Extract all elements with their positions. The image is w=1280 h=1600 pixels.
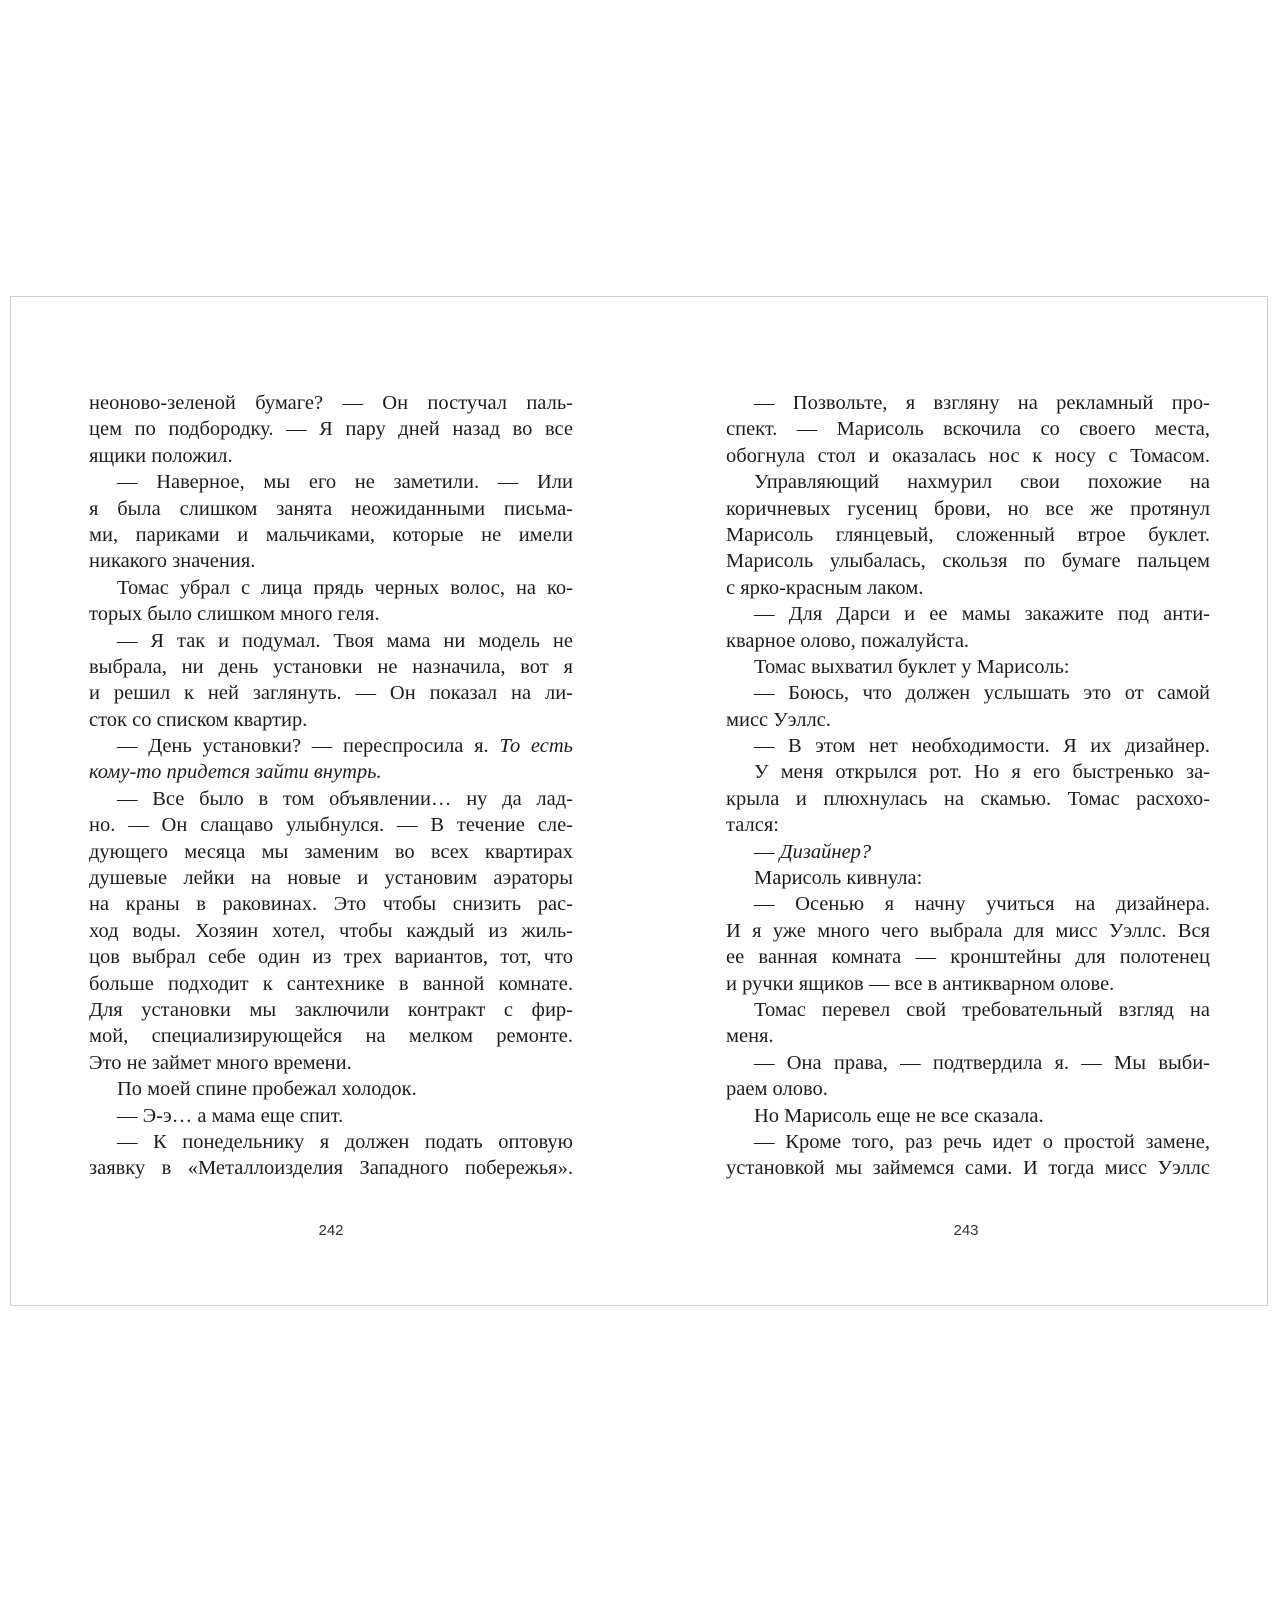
text-line: [89, 918, 573, 944]
left-page-number: 242: [318, 1222, 344, 1239]
text-run: сток со списком квартир.: [89, 708, 308, 731]
text-line: [726, 1103, 1210, 1129]
text-line: [89, 1050, 573, 1076]
text-run: — Позвольте, я взгляну на рекламный про-: [754, 392, 1210, 414]
text-run: ми, париками и мальчиками, которые не имели: [89, 523, 573, 546]
text-line: [726, 575, 1210, 601]
text-run: дующего месяца мы заменим во всех квартирах: [89, 840, 573, 863]
text-run: я была слишком занята неожиданными письма-: [89, 497, 573, 520]
text-run: ее ванная комната — кронштейны для полотенец: [726, 946, 1210, 969]
text-line: [89, 839, 573, 865]
text-line: [726, 443, 1210, 469]
text-line: [89, 654, 573, 680]
text-line: [726, 601, 1210, 627]
text-run: крыла и плюхнулась на скамью. Томас расхохо-: [726, 787, 1210, 810]
text-run: но. — Он слащаво улыбнулся. — В течение сле-: [89, 814, 573, 837]
text-run: — Она права, — подтвердила я. — Мы выби-: [754, 1051, 1210, 1074]
text-run: У меня открылся рот. Но я его быстренько за-: [754, 761, 1210, 784]
text-run: тался:: [726, 814, 779, 837]
text-line: [726, 733, 1210, 759]
text-line: [89, 522, 573, 548]
text-run: ящики положил.: [89, 444, 233, 467]
text-line: [726, 891, 1210, 917]
text-run: установкой мы займемся сами. И тогда мисс Уэллс: [726, 1157, 1210, 1180]
text-run: Марисоль кивнула:: [754, 867, 923, 890]
text-run: обогнула стол и оказалась нос к носу с Томасом.: [726, 444, 1210, 467]
text-run: раем олово.: [726, 1078, 828, 1101]
text-run: мисс Уэллс.: [726, 708, 831, 731]
text-line: [89, 548, 573, 574]
text-run: никакого значения.: [89, 550, 256, 573]
left-page-text: [89, 390, 573, 1182]
text-line: [726, 654, 1210, 680]
text-line: [726, 680, 1210, 706]
text-run: с ярко-красным лаком.: [726, 576, 924, 599]
italic-run: Дизайнер?: [779, 840, 872, 863]
text-line: [89, 496, 573, 522]
text-run: цов выбрал себе один из трех вариантов, тот, что: [89, 946, 573, 969]
text-run: выбрала, ни день установки не назначила, вот я: [89, 655, 573, 678]
text-line: [726, 390, 1210, 416]
text-line: [726, 1129, 1210, 1155]
text-line: [89, 944, 573, 970]
text-line: [89, 1023, 573, 1049]
italic-run: То есть: [499, 735, 573, 758]
text-line: [726, 944, 1210, 970]
text-line: [89, 628, 573, 654]
text-run: —: [754, 840, 780, 863]
text-run: Марисоль глянцевый, сложенный втрое буклет.: [726, 523, 1210, 546]
text-run: Марисоль улыбалась, скользя по бумаге пальцем: [726, 550, 1210, 573]
text-run: и решил к ней заглянуть. — Он показал на ли-: [89, 682, 573, 705]
text-line: [89, 680, 573, 706]
text-line: [89, 1129, 573, 1155]
text-run: неоново-зеленой бумаге? — Он постучал паль-: [89, 392, 573, 414]
text-run: — К понедельнику я должен подать оптовую: [117, 1130, 573, 1153]
text-line: [726, 469, 1210, 495]
text-line: [89, 416, 573, 442]
text-line: [89, 971, 573, 997]
text-run: коричневых гусениц брови, но все же протянул: [726, 497, 1210, 520]
text-run: мой, специализирующейся на мелком ремонте.: [89, 1025, 573, 1048]
text-line: [726, 628, 1210, 654]
text-line: [89, 1155, 573, 1181]
text-line: [89, 601, 573, 627]
text-run: — В этом нет необходимости. Я их дизайнер.: [754, 735, 1210, 758]
text-run: меня.: [726, 1025, 774, 1048]
text-line: [89, 812, 573, 838]
text-run: больше подходит к сантехнике в ванной комнате.: [89, 972, 573, 995]
text-line: [726, 997, 1210, 1023]
text-run: И я уже много чего выбрала для мисс Уэллс. Вся: [726, 919, 1210, 942]
text-run: заявку в «Металлоизделия Западного побережья».: [89, 1157, 573, 1180]
text-run: на краны в раковинах. Это чтобы снизить рас-: [89, 893, 573, 916]
text-line: [89, 759, 573, 785]
text-line: [89, 390, 573, 416]
text-run: Это не займет много времени.: [89, 1051, 352, 1074]
text-run: — День установки? — переспросила я.: [117, 735, 500, 758]
text-line: [726, 496, 1210, 522]
text-run: — Я так и подумал. Твоя мама ни модель не: [117, 629, 573, 652]
italic-run: кому-то придется зайти внутрь.: [89, 761, 382, 784]
text-run: — Все было в том объявлении… ну да лад-: [117, 787, 573, 810]
text-run: цем по подбородку. — Я пару дней назад во все: [89, 418, 573, 441]
text-run: По моей спине пробежал холодок.: [117, 1078, 417, 1101]
text-line: [726, 918, 1210, 944]
text-line: [89, 469, 573, 495]
text-run: — Для Дарси и ее мамы закажите под анти-: [754, 603, 1210, 626]
text-run: Управляющий нахмурил свои похожие на: [754, 471, 1210, 494]
text-line: [726, 759, 1210, 785]
text-line: [726, 522, 1210, 548]
text-run: Томас убрал с лица прядь черных волос, на ко-: [117, 576, 573, 599]
text-run: — Наверное, мы его не заметили. — Или: [117, 471, 573, 494]
text-line: [726, 839, 1210, 865]
text-line: [89, 891, 573, 917]
text-line: [726, 971, 1210, 997]
text-line: [89, 707, 573, 733]
text-line: [726, 707, 1210, 733]
text-line: [89, 786, 573, 812]
text-line: [89, 1076, 573, 1102]
text-run: — Кроме того, раз речь идет о простой замене,: [754, 1130, 1210, 1153]
text-run: Томас выхватил буклет у Марисоль:: [754, 655, 1070, 678]
text-run: Но Марисоль еще не все сказала.: [754, 1104, 1044, 1127]
right-page-text: [726, 390, 1210, 1182]
text-line: [726, 786, 1210, 812]
text-line: [89, 733, 573, 759]
text-run: Для установки мы заключили контракт с фир-: [89, 998, 573, 1021]
text-line: [89, 443, 573, 469]
right-page-number: 243: [953, 1222, 979, 1239]
text-run: Томас перевел свой требовательный взгляд на: [754, 998, 1210, 1021]
text-run: — Осенью я начну учиться на дизайнера.: [754, 893, 1210, 916]
text-line: [89, 865, 573, 891]
text-line: [726, 1076, 1210, 1102]
text-run: душевые лейки на новые и установим аэраторы: [89, 867, 573, 890]
text-run: и ручки ящиков — все в антикварном олове.: [726, 972, 1115, 995]
text-line: [726, 548, 1210, 574]
text-run: — Э-э… а мама еще спит.: [117, 1104, 344, 1127]
text-line: [726, 865, 1210, 891]
text-line: [726, 1155, 1210, 1181]
text-run: кварное олово, пожалуйста.: [726, 629, 970, 652]
text-line: [89, 1103, 573, 1129]
text-line: [726, 1023, 1210, 1049]
text-line: [726, 416, 1210, 442]
book-spread: [10, 296, 1268, 1306]
text-run: торых было слишком много геля.: [89, 603, 380, 626]
text-line: [89, 997, 573, 1023]
text-run: — Боюсь, что должен услышать это от самой: [754, 682, 1210, 705]
text-line: [726, 1050, 1210, 1076]
text-run: ход воды. Хозяин хотел, чтобы каждый из жиль-: [89, 919, 573, 942]
text-line: [89, 575, 573, 601]
text-run: спект. — Марисоль вскочила со своего места,: [726, 418, 1210, 441]
text-line: [726, 812, 1210, 838]
